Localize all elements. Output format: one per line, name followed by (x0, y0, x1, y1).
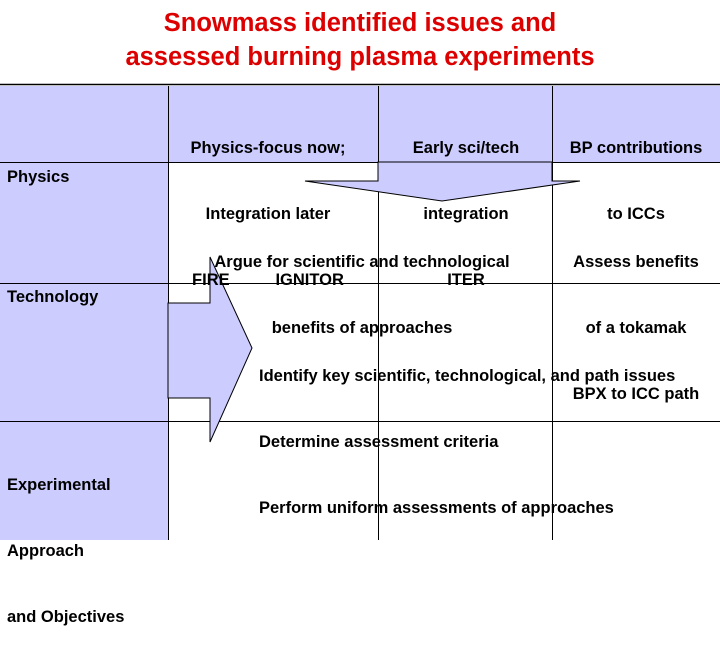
right-arrow-text (259, 321, 675, 541)
title-line-1: Snowmass identified issues and (163, 9, 557, 37)
column-header-line: ITER (447, 271, 485, 289)
row-label-line: and Objectives (7, 608, 125, 626)
column-header-line: BP contributions (569, 139, 703, 157)
slide-title (0, 6, 720, 74)
right-arrow-line: Perform uniform assessments of approaches (259, 499, 614, 517)
side-note-line: of a tokamak (585, 319, 687, 337)
column-header-line: integration (423, 205, 509, 223)
column-header-line: Integration later (205, 205, 331, 223)
right-arrow-line: Identify key scientific, technological, and path issues (259, 367, 676, 385)
row-label-technology: Technology (7, 288, 99, 306)
row-label-line: Experimental (7, 476, 111, 494)
side-note-line: BPX to ICC path (572, 385, 700, 403)
column-header-line: FIRE IGNITOR (192, 271, 344, 289)
down-arrow-line: benefits of approaches (271, 319, 453, 337)
row-label-experimental (7, 430, 124, 650)
right-arrow-line: Determine assessment criteria (259, 433, 499, 451)
down-arrow-line: Argue for scientific and technological (214, 253, 510, 271)
row-label-physics: Physics (7, 168, 70, 186)
row-label-line: Approach (7, 542, 85, 560)
side-note-line: Assess benefits (573, 253, 699, 271)
column-header-line: Physics-focus now; (190, 139, 346, 157)
title-line-2: assessed burning plasma experiments (125, 43, 595, 71)
column-header-line: Early sci/tech (412, 139, 520, 157)
column-header-line: to ICCs (607, 205, 665, 223)
